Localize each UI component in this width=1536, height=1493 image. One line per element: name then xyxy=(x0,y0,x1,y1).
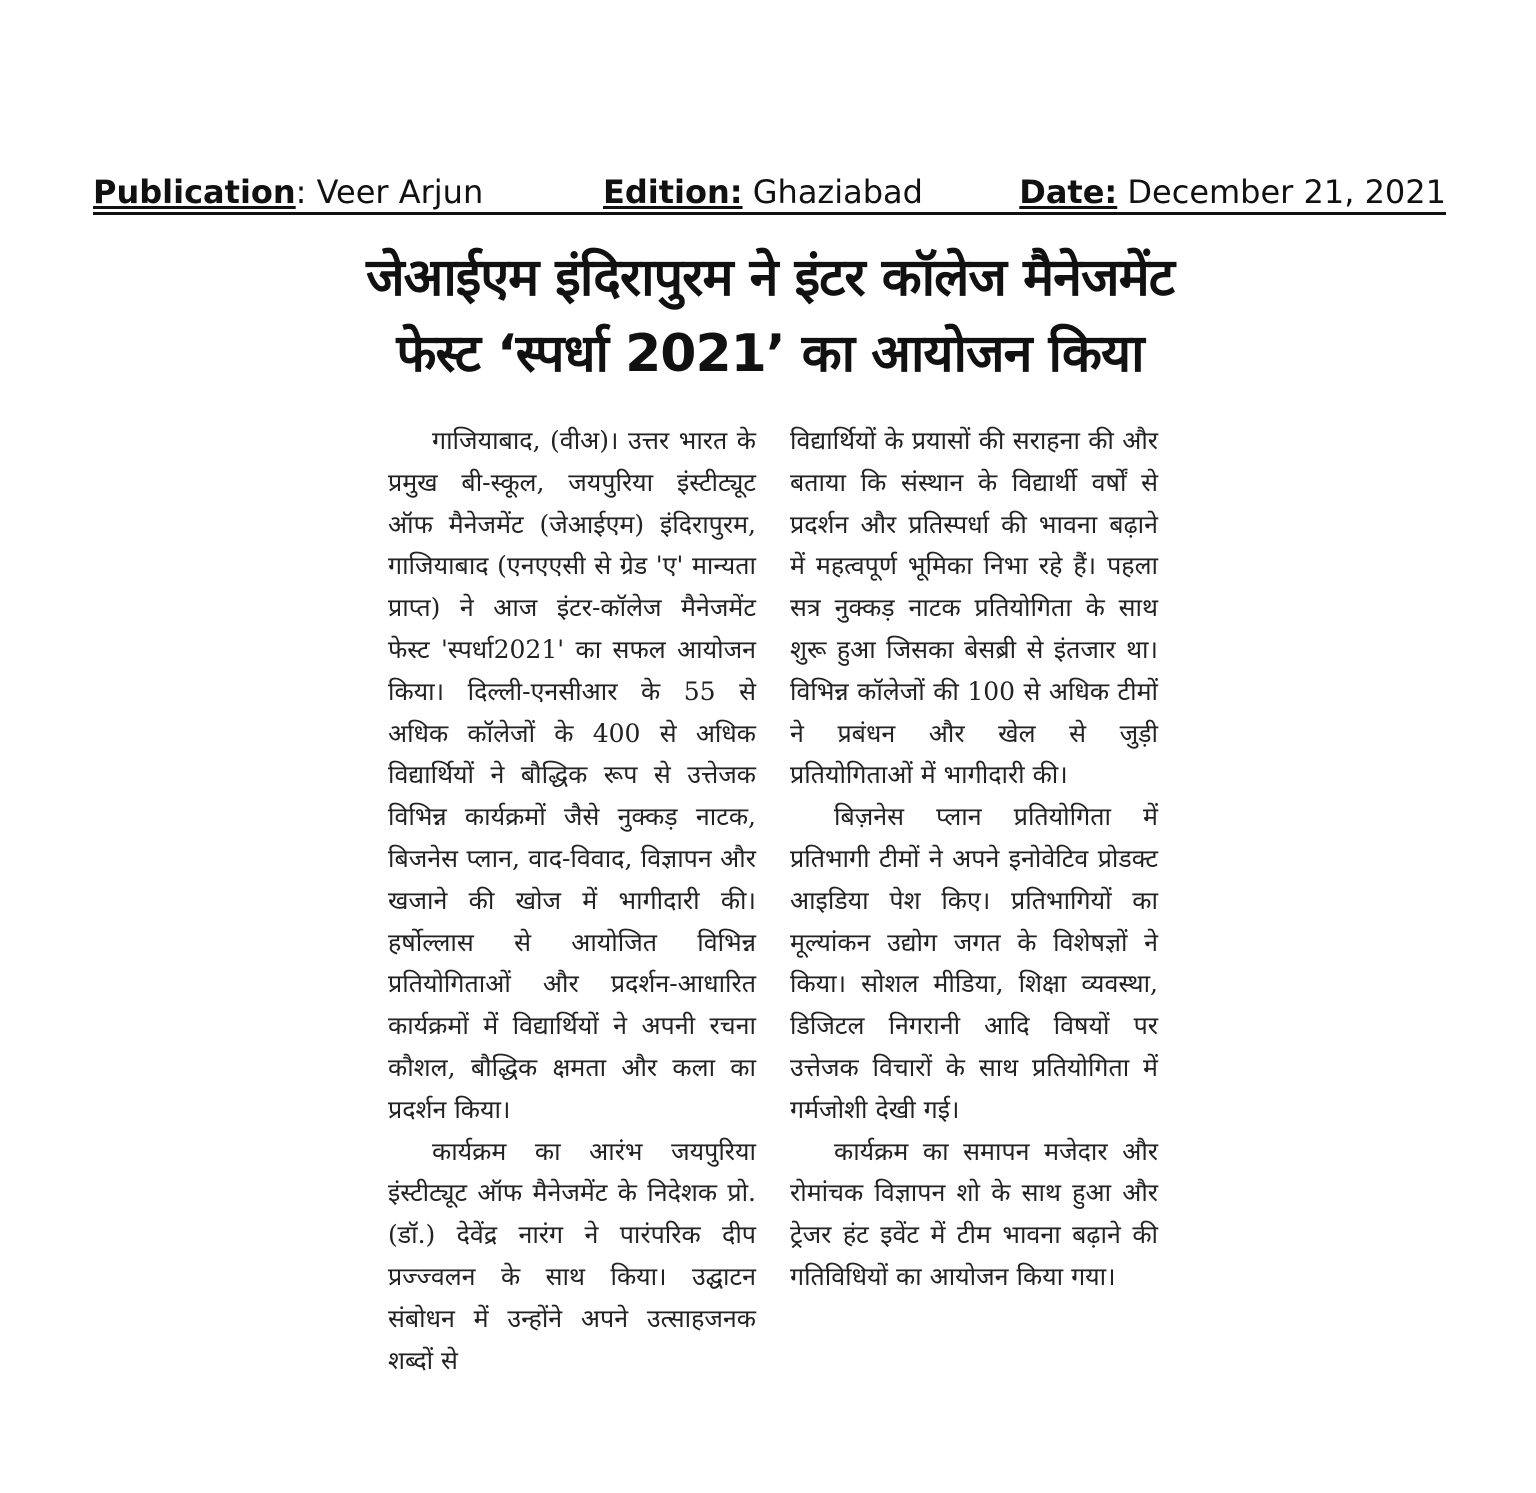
headline-line-2: फेस्ट ‘स्पर्धा 2021’ का आयोजन किया xyxy=(396,324,1144,384)
date-field xyxy=(1019,174,1446,210)
date-label: Date: xyxy=(1019,173,1118,211)
publication-value: : Veer Arjun xyxy=(295,173,484,211)
edition-value: Ghaziabad xyxy=(742,173,923,211)
left-paragraph-1: गाजियाबाद, (वीअ)। उत्तर भारत के प्रमुख बी-स्कूल, जयपुरिया इंस्टीट्यूट ऑफ मैनेजमेंट (जेआईएम) इंदिरापुरम, गाजियाबाद (एनएएसी से ग्रेड 'ए' मान्यता प्राप्त) ने आज इंटर-कॉलेज मैनेजमेंट फेस्ट 'स्पर्धा2021' का सफल आयोजन किया। दिल्ली-एनसीआर के 55 से अधिक कॉलेजों के 400 से अधिक विद्यार्थियों ने बौद्धिक रूप से उत्तेजक विभिन्न कार्यक्रमों जैसे नुक्कड़ नाटक, बिजनेस प्लान, वाद-विवाद, विज्ञापन और खजाने की खोज में भागीदारी की। हर्षोल्लास से आयोजित विभिन्न प्रतियोगिताओं और प्रदर्शन-आधारित कार्यक्रमों में विद्यार्थियों ने अपनी रचना कौशल, बौद्धिक क्षमता और कला का प्रदर्शन किया। xyxy=(388,426,756,1124)
publication-field xyxy=(93,174,483,210)
right-paragraph-2: बिज़नेस प्लान प्रतियोगिता में प्रतिभागी टीमों ने अपने इनोवेटिव प्रोडक्ट आइडिया पेश किए। प्रतिभागियों का मूल्यांकन उद्योग जगत के विशेषज्ञों ने किया। सोशल मीडिया, शिक्षा व्यवस्था, डिजिटल निगरानी आदि विषयों पर उत्तेजक विचारों के साथ प्रतियोगिता में गर्मजोशी देखी गई। xyxy=(790,802,1158,1124)
date-value: December 21, 2021 xyxy=(1117,173,1446,211)
right-paragraph-1: विद्यार्थियों के प्रयासों की सराहना की और बताया कि संस्थान के विद्यार्थी वर्षों से प्रदर्शन और प्रतिस्पर्धा की भावना बढ़ाने में महत्वपूर्ण भूमिका निभा रहे हैं। पहला सत्र नुक्कड़ नाटक प्रतियोगिता के साथ शुरू हुआ जिसका बेसब्री से इंतजार था। विभिन्न कॉलेजों की 100 से अधिक टीमों ने प्रबंधन और खेल से जुड़ी प्रतियोगिताओं में भागीदारी की। xyxy=(790,426,1158,790)
clipping-metadata-bar xyxy=(93,172,1446,215)
edition-label: Edition: xyxy=(603,173,743,211)
right-paragraph-3: कार्यक्रम का समापन मजेदार और रोमांचक विज्ञापन शो के साथ हुआ और ट्रेजर हंट इवेंट में टीम भावना बढ़ाने की गतिविधियों का आयोजन किया गया। xyxy=(790,1136,1158,1291)
headline-line-1: जेआईएम इंदिरापुरम ने इंटर कॉलेज मैनेजमेंट xyxy=(366,248,1174,308)
article-column-right xyxy=(790,420,1158,1298)
publication-label: Publication xyxy=(93,173,296,211)
edition-field xyxy=(603,174,923,210)
left-paragraph-2: कार्यक्रम का आरंभ जयपुरिया इंस्टीट्यूट ऑफ मैनेजमेंट के निदेशक प्रो. (डॉ.) देवेंद्र नारंग ने पारंपरिक दीप प्रज्ज्वलन के साथ किया। उद्घाटन संबोधन में उन्होंने अपने उत्साहजनक शब्दों से xyxy=(388,1136,756,1375)
article-column-left xyxy=(388,420,756,1381)
article-headline xyxy=(330,240,1210,392)
